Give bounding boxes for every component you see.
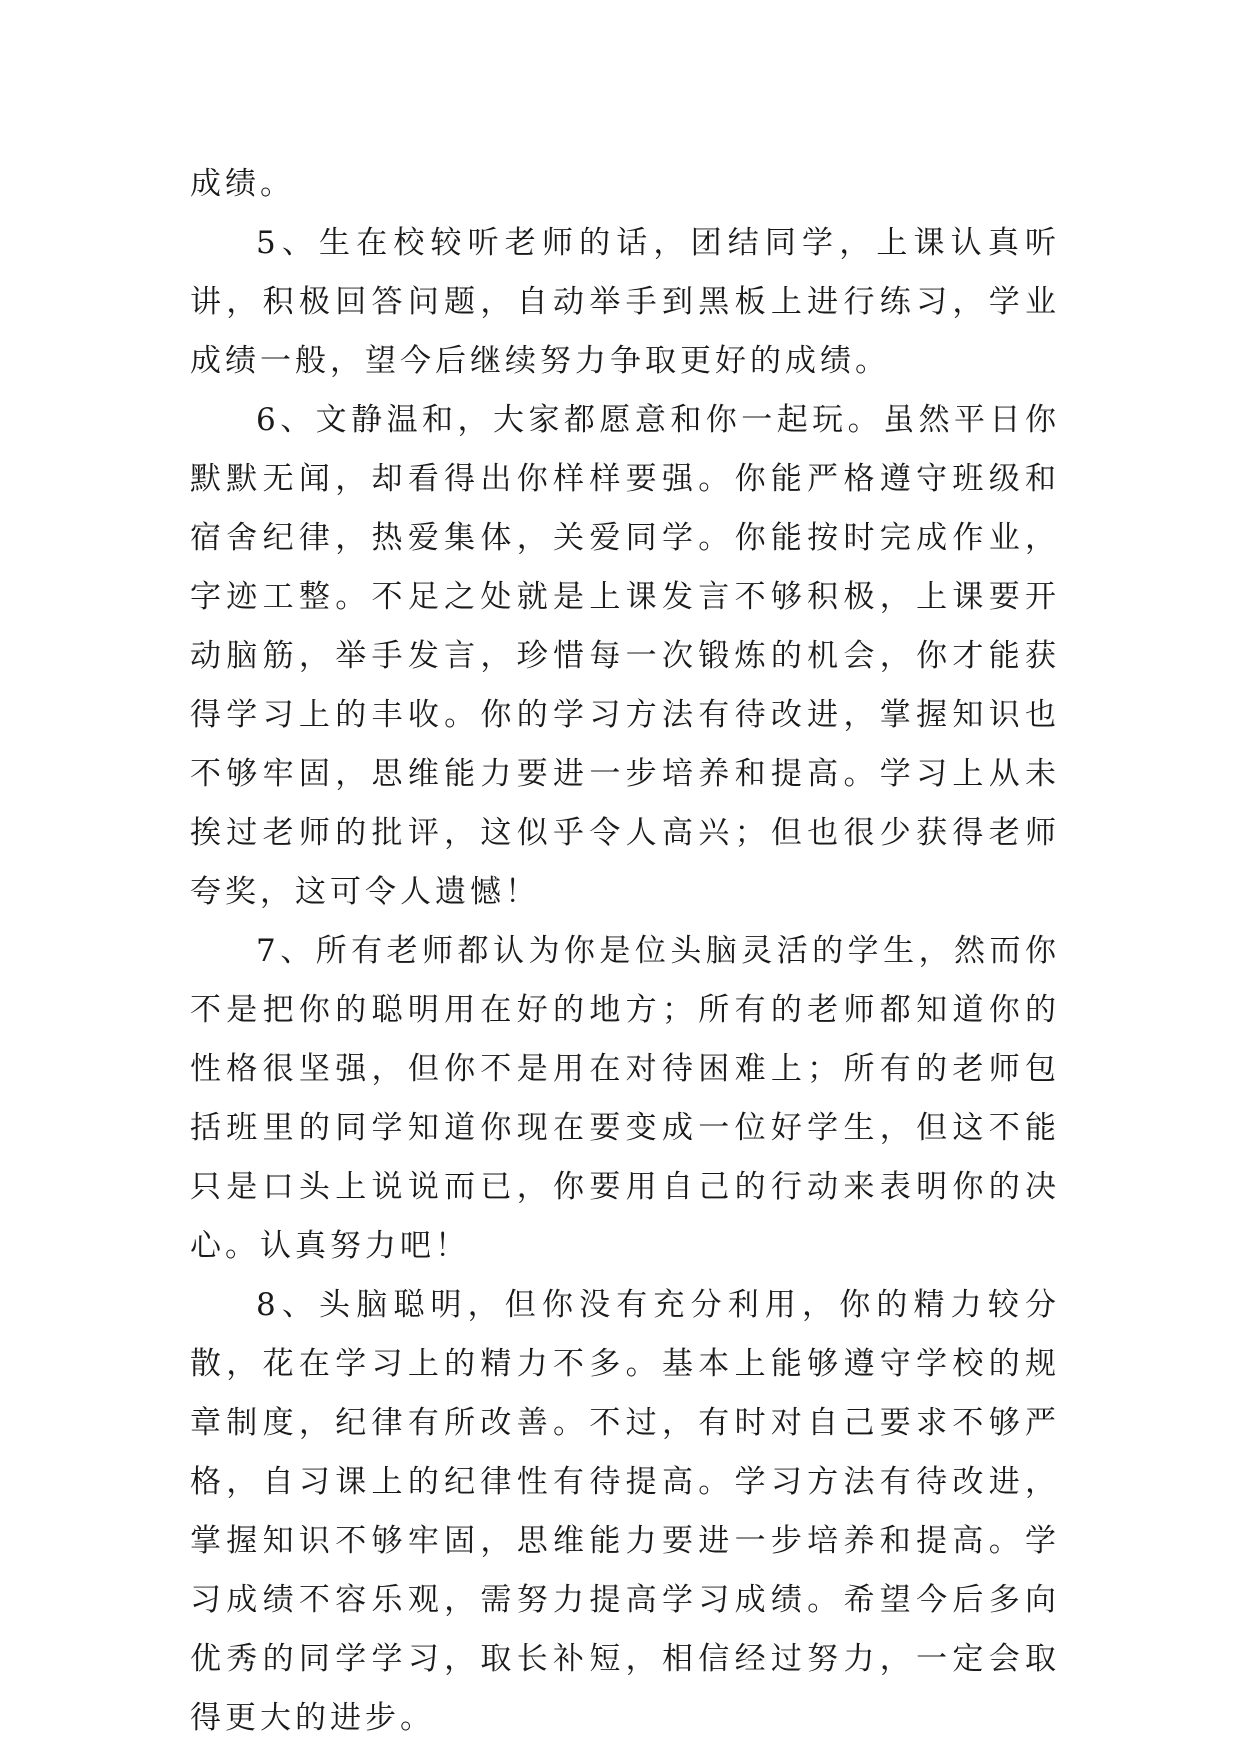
document-body <box>190 155 1060 1748</box>
paragraph-comment-8: 8、头脑聪明，但你没有充分利用，你的精力较分散，花在学习上的精力不多。基本上能够遵守学校的规章制度，纪律有所改善。不过，有时对自己要求不够严格，自习课上的纪律性有待提高。学习方法有待改进，掌握知识不够牢固，思维能力要进一步培养和提高。学习成绩不容乐观，需努力提高学习成绩。希望今后多向优秀的同学学习，取长补短，相信经过努力，一定会取得更大的进步。 <box>190 1287 1060 1736</box>
paragraph-comment-6: 6、文静温和，大家都愿意和你一起玩。虽然平日你默默无闻，却看得出你样样要强。你能严格遵守班级和宿舍纪律，热爱集体，关爱同学。你能按时完成作业，字迹工整。不足之处就是上课发言不够积极，上课要开动脑筋，举手发言，珍惜每一次锻炼的机会，你才能获得学习上的丰收。你的学习方法有待改进，掌握知识也不够牢固，思维能力要进一步培养和提高。学习上从未挨过老师的批评，这似乎令人高兴；但也很少获得老师夸奖，这可令人遗憾！ <box>190 402 1060 910</box>
paragraph-comment-5: 5、生在校较听老师的话，团结同学，上课认真听讲，积极回答问题，自动举手到黑板上进行练习，学业成绩一般，望今后继续努力争取更好的成绩。 <box>190 225 1060 379</box>
paragraph-comment-7: 7、所有老师都认为你是位头脑灵活的学生，然而你不是把你的聪明用在好的地方；所有的老师都知道你的性格很坚强，但你不是用在对待困难上；所有的老师包括班里的同学知道你现在要变成一位好学生，但这不能只是口头上说说而已，你要用自己的行动来表明你的决心。认真努力吧！ <box>190 933 1060 1264</box>
paragraph-continuation: 成绩。 <box>190 166 295 202</box>
